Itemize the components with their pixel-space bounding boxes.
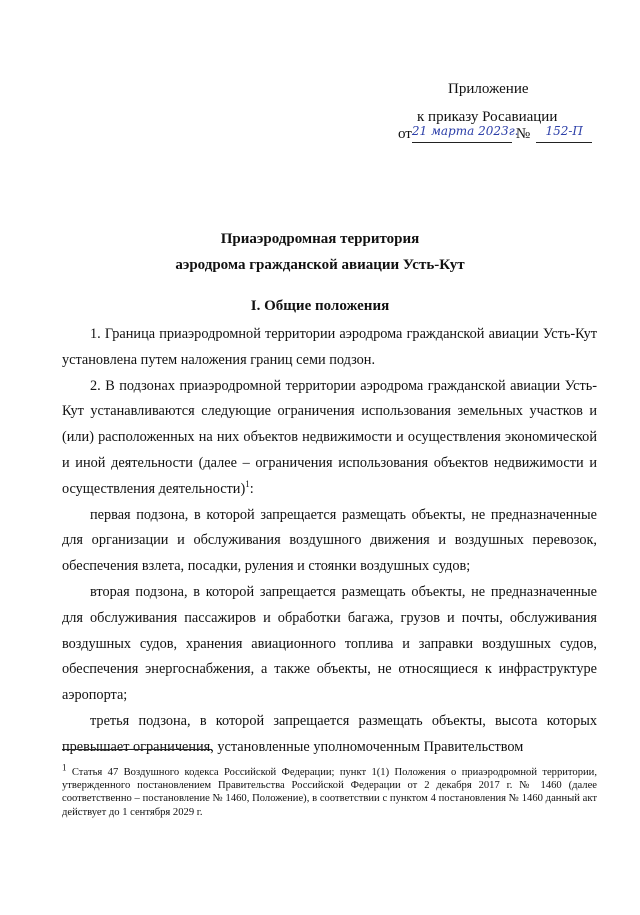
paragraph-subzone-2: вторая подзона, в которой запрещается размещать объекты, не предназначенные для обслуживания пассажиров и обработки багажа, грузов и почты, обслуживания воздушных судов, хранения авиационного топлива и заправки воздушных судов, обеспечения энергоснабжения, а также объекты, не относящиеся к инфраструктуре аэропорта; [62,583,597,704]
paragraph-subzone-1: первая подзона, в которой запрещается размещать объекты, не предназначенные для организации и обслуживания воздушного движения и воздушных перевозок, обеспечения взлета, посадки, руления и стоянки воздушных судов; [62,506,597,575]
order-reference: к приказу Росавиации [417,109,558,125]
footnote-separator [62,749,212,750]
document-body [62,322,597,761]
paragraph-2-text: 2. В подзонах приаэродромной территории аэродрома гражданской авиации Усть-Кут устанавливаются следующие ограничения использования земельных участков и (или) расположенных на них объектов недвижимости и осуществления экономической и иной деятельности (далее – ограничения использования объектов недвижимости и осуществления деятельности) [62,377,597,497]
from-label: от [398,126,412,142]
footnote-marker: 1 [62,762,67,773]
handwritten-number: 152-П [545,124,583,138]
paragraph-1: 1. Граница приаэродромной территории аэродрома гражданской авиации Усть-Кут установлена путем наложения границ семи подзон. [62,326,597,368]
number-blank [536,124,592,143]
section-heading: I. Общие положения [250,298,390,314]
document-subtitle: аэродрома гражданской авиации Усть-Кут [175,257,465,273]
paragraph-2-end: : [249,480,254,497]
footnote-body: Статья 47 Воздушного кодекса Российской Федерации; пункт 1(1) Положения о приаэродромной территории, утвержденного постановлением Правительства Российской Федерации от 2 декабря 2017 г. № 1460 (далее соответственно – постановление № 1460, Положение), в соответствии с пунктом 4 постановления № 1460 данный акт действует до 1 сентября 2029 г. [62,767,597,818]
appendix-label: Приложение [448,81,529,97]
date-blank [411,124,519,143]
number-sign: № [515,126,531,142]
footnote-text [62,762,597,819]
document-title: Приаэродромная территория [220,231,420,247]
footnote-ref: 1 [245,479,250,490]
order-date-number-line [398,124,592,143]
paragraph-2 [62,374,597,503]
paragraph-subzone-3: третья подзона, в которой запрещается размещать объекты, высота которых превышает ограничения, установленные уполномоченным Правительством [62,712,597,755]
handwritten-date: 21 марта 2023г. [411,124,519,138]
footnote [62,762,597,819]
